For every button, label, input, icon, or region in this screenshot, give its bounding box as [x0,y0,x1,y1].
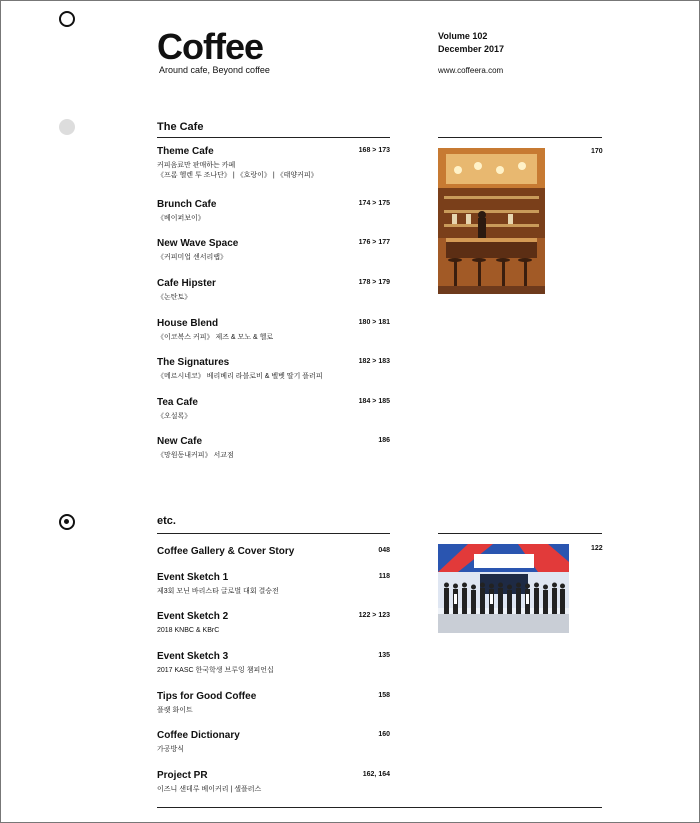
photo-page-number: 170 [591,148,603,155]
entry-title: Event Sketch 3 [157,651,229,662]
entry-title: Event Sketch 1 [157,572,229,583]
event-group-photo[interactable] [438,544,569,633]
entry-title: New Wave Space [157,238,239,249]
entry-title: The Signatures [157,357,230,368]
entry-subtitle: 2017 KASC 한국학생 브루잉 챔피언십 [157,667,274,674]
issue-date: December 2017 [438,44,505,54]
entry-title: Tips for Good Coffee [157,691,257,702]
entry-subtitle: 《이코복스 커피》 제즈 & 모노 & 헬로 [157,334,274,341]
entry-title: Project PR [157,770,208,781]
bottom-divider [157,807,602,808]
entry-title: Theme Cafe [157,146,214,157]
entry-subtitle: 이즈니 샌데루 베이커리 | 셀플러스 [157,786,262,793]
entry-title: Coffee Gallery & Cover Story [157,546,295,557]
entry-subtitle: 《망원동내커피》 서교점 [157,452,234,459]
cafe-interior-photo[interactable] [438,148,545,294]
section-divider [157,137,390,138]
entry-pages: 160 [378,731,390,738]
section-divider [438,533,602,534]
toc-entry[interactable] [157,396,390,422]
entry-subtitle: 플랫 화이트 [157,707,193,714]
entry-pages: 184 > 185 [358,398,390,405]
entry-subtitle: 《논탄토》 [157,294,192,301]
entry-title: Coffee Dictionary [157,730,240,741]
toc-entry[interactable] [157,145,390,181]
entry-pages: 048 [378,547,390,554]
section-divider [438,137,602,138]
toc-entry[interactable] [157,690,390,716]
toc-entry[interactable] [157,610,390,636]
entry-subtitle: 가공방식 [157,746,185,753]
entry-subtitle: 《베이퍼보이》 [157,215,205,222]
entry-pages: 122 > 123 [358,612,390,619]
entry-subtitle: 2018 KNBC & KBrC [157,627,220,634]
toc-entry[interactable] [157,277,390,303]
toc-entry[interactable] [157,237,390,263]
entry-pages: 182 > 183 [358,358,390,365]
section-title-etc: etc. [157,515,176,527]
toc-entry[interactable] [157,198,390,224]
entry-pages: 186 [378,437,390,444]
toc-entry[interactable] [157,571,390,597]
binder-hole-bottom [59,514,75,530]
toc-entry[interactable] [157,317,390,343]
entry-title: Event Sketch 2 [157,611,229,622]
section-divider [157,533,390,534]
entry-title: Brunch Cafe [157,199,217,210]
entry-subtitle: 《메르시네코》 베리베리 라블로비 & 벨벳 딸기 플러피 [157,373,323,380]
binder-hole-top [59,11,75,27]
entry-pages: 180 > 181 [358,319,390,326]
binder-hole-middle [59,119,75,135]
entry-pages: 118 [378,573,390,580]
entry-title: Tea Cafe [157,397,198,408]
tagline: Around cafe, Beyond coffee [159,65,270,75]
section-title-the-cafe: The Cafe [157,121,204,133]
entry-pages: 162, 164 [362,771,390,778]
entry-subtitle: 《커피미업 센서리랩》 [157,254,228,261]
entry-pages: 135 [378,652,390,659]
toc-entry[interactable] [157,545,390,561]
entry-title: House Blend [157,318,219,329]
entry-subtitle: 커피음료만 판매하는 카페 《프롬 헬렌 투 조나단》 | 《호랑이》 | 《태양커피》 [157,162,318,179]
entry-title: New Cafe [157,436,203,447]
toc-entry[interactable] [157,769,390,795]
toc-entry[interactable] [157,435,390,461]
entry-subtitle: 《오설록》 [157,413,192,420]
entry-pages: 158 [378,692,390,699]
toc-entry[interactable] [157,729,390,755]
entry-title: Cafe Hipster [157,278,216,289]
magazine-logo: Coffee [157,26,264,67]
toc-entry[interactable] [157,356,390,382]
website-link[interactable]: www.coffeera.com [438,66,504,75]
entry-subtitle: 제3회 모닌 바리스타 글로벌 대회 결승전 [157,588,279,595]
entry-pages: 168 > 173 [358,147,390,154]
volume-number: Volume 102 [438,31,488,41]
toc-entry[interactable] [157,650,390,676]
entry-pages: 174 > 175 [358,200,390,207]
photo-page-number: 122 [591,545,603,552]
entry-pages: 178 > 179 [358,279,390,286]
entry-pages: 176 > 177 [358,239,390,246]
